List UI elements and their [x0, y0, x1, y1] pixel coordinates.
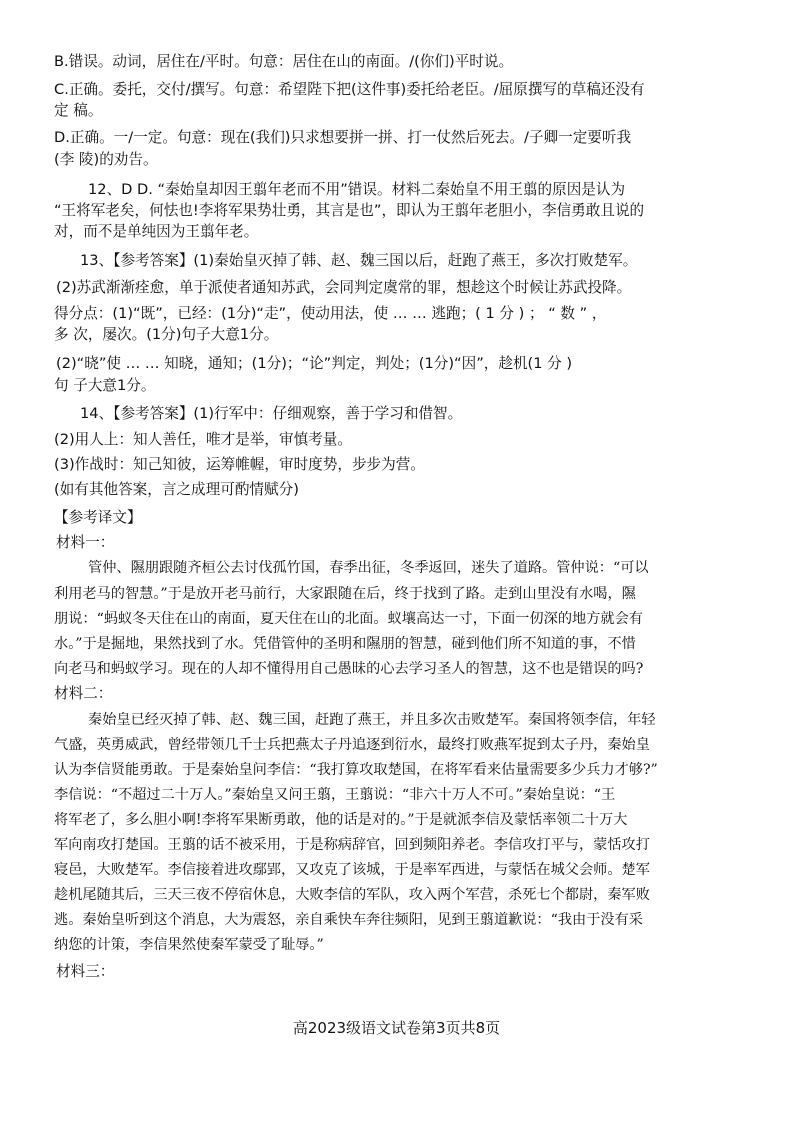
- material-two-line: 军向南攻打楚国。王翦的话不被采用，于是称病辞官，回到频阳养老。李信攻打平与，蒙恬攻打: [54, 837, 650, 853]
- answer-line: 14、【参考答案】(1)行军中：仔细观察，善于学习和借智。: [80, 405, 463, 422]
- answer-line: 13、【参考答案】(1)秦始皇灭掉了韩、赵、魏三国以后，赶跑了燕王，多次打败楚军。: [80, 252, 638, 269]
- answer-line: (2)用人上：知人善任，唯才是举，审慎考量。: [54, 431, 352, 448]
- material-one-line: 利用老马的智慧。”于是放开老马前行，大家跟随在后，终于找到了路。走到山里没有水喝，隰: [54, 586, 636, 602]
- material-two-line: 秦始皇已经灭掉了韩、赵、魏三国，赶跑了燕王，并且多次击败楚军。秦国将领李信，年轻: [88, 712, 656, 728]
- translation-heading: 【参考译文】: [54, 509, 142, 526]
- material-one-label: 材料一：: [56, 534, 115, 551]
- answer-line: D.正确。一/一定。句意：现在(我们)只求想要拼一拼、打一仗然后死去。/子卿一定要听我: [54, 129, 632, 146]
- answer-line: 对，而不是单纯因为王翦年老。: [54, 223, 259, 240]
- page-footer: 高2023级语文试卷第3页共8页: [292, 1019, 501, 1037]
- material-two-line: 气盛，英勇威武，曾经带领几千士兵把燕太子丹追逐到衍水，最终打败燕军捉到太子丹，秦始皇: [54, 737, 650, 753]
- answer-line: (如有其他答案，言之成理可酌情赋分): [54, 481, 299, 498]
- answer-line: 12、D D. “秦始皇却因王翦年老而不用”错误。材料二秦始皇不用王翦的原因是认为: [88, 181, 626, 198]
- material-two-line: 逃。秦始皇听到这个消息，大为震怒，亲自乘快车奔往频阳，见到王翦道歉说：“我由于没有采: [54, 912, 643, 928]
- material-two-line: 纳您的计策，李信果然使秦军蒙受了耻辱。”: [54, 937, 324, 953]
- material-two-line: 寝邑，大败楚军。李信接着进攻鄢郢，又攻克了该城，于是率军西进，与蒙恬在城父会师。楚军: [54, 862, 650, 878]
- material-one-line: 管仲、隰朋跟随齐桓公去讨伐孤竹国，春季出征，冬季返回，迷失了道路。管仲说：“可以: [88, 560, 649, 576]
- answer-line: B.错误。动词，居住在/平时。句意：居住在山的南面。/(你们)平时说。: [54, 53, 514, 70]
- material-one-line: 水。”于是掘地，果然找到了水。凭借管仲的圣明和隰朋的智慧，碰到他们所不知道的事，不惜: [54, 636, 636, 652]
- answer-line: 得分点：(1)“既”，已经：(1分)“走”，使动用法，使 … … 逃跑；( 1 分 ) ； “ 数 ” ，: [54, 305, 607, 322]
- material-one-line: 朋说：“蚂蚁冬天住在山的南面，夏天住在山的北面。蚁壤高达一寸，下面一仞深的地方就会有: [54, 611, 643, 627]
- answer-line: (3)作战时：知己知彼，运筹帷幄，审时度势，步步为营。: [54, 456, 425, 473]
- answer-line: “王将军老矣，何怯也!李将军果势壮勇，其言是也”，即认为王翦年老胆小，李信勇敢且说的: [54, 202, 645, 219]
- material-two-line: 将军老了，多么胆小啊!李将军果断勇敢，他的话是对的。”于是就派李信及蒙恬率领二十万大: [54, 812, 628, 828]
- material-two-label: 材料二：: [54, 685, 113, 702]
- material-two-line: 认为李信贤能勇敢。于是秦始皇问李信：“我打算攻取楚国，在将军看来估量需要多少兵力才够?”: [54, 762, 658, 778]
- answer-line: 句 子大意1分。: [54, 377, 156, 394]
- material-two-line: 李信说：“不超过二十万人。”秦始皇又问王翦，王翦说：“非六十万人不可。”秦始皇说：“王: [54, 787, 616, 803]
- material-one-line: 向老马和蚂蚁学习。现在的人却不懂得用自己愚昧的心去学习圣人的智慧，这不也是错误的吗?: [54, 661, 644, 677]
- material-two-line: 趁机尾随其后，三天三夜不停宿休息，大败李信的军队，攻入两个军营，杀死七个都尉，秦军败: [54, 887, 650, 903]
- answer-line: 多 次，屡次。(1分)句子大意1分。: [54, 326, 279, 343]
- answer-line: C.正确。委托，交付/撰写。句意：希望陛下把(这件事)委托给老臣。/屈原撰写的草稿还没有: [54, 81, 645, 98]
- answer-line: 定 稿。: [54, 102, 103, 119]
- answer-line: (2)苏武渐渐痊愈，单于派使者通知苏武，会同判定虞常的罪，想趁这个时候让苏武投降。: [56, 279, 632, 296]
- material-three-label: 材料三：: [56, 963, 115, 980]
- answer-line: (李 陵)的劝告。: [54, 151, 158, 168]
- answer-line: (2)“晓”使 … … 知晓，通知；(1分)；“论”判定，判处；(1分)“因”，趁机(1 分 ): [56, 355, 573, 372]
